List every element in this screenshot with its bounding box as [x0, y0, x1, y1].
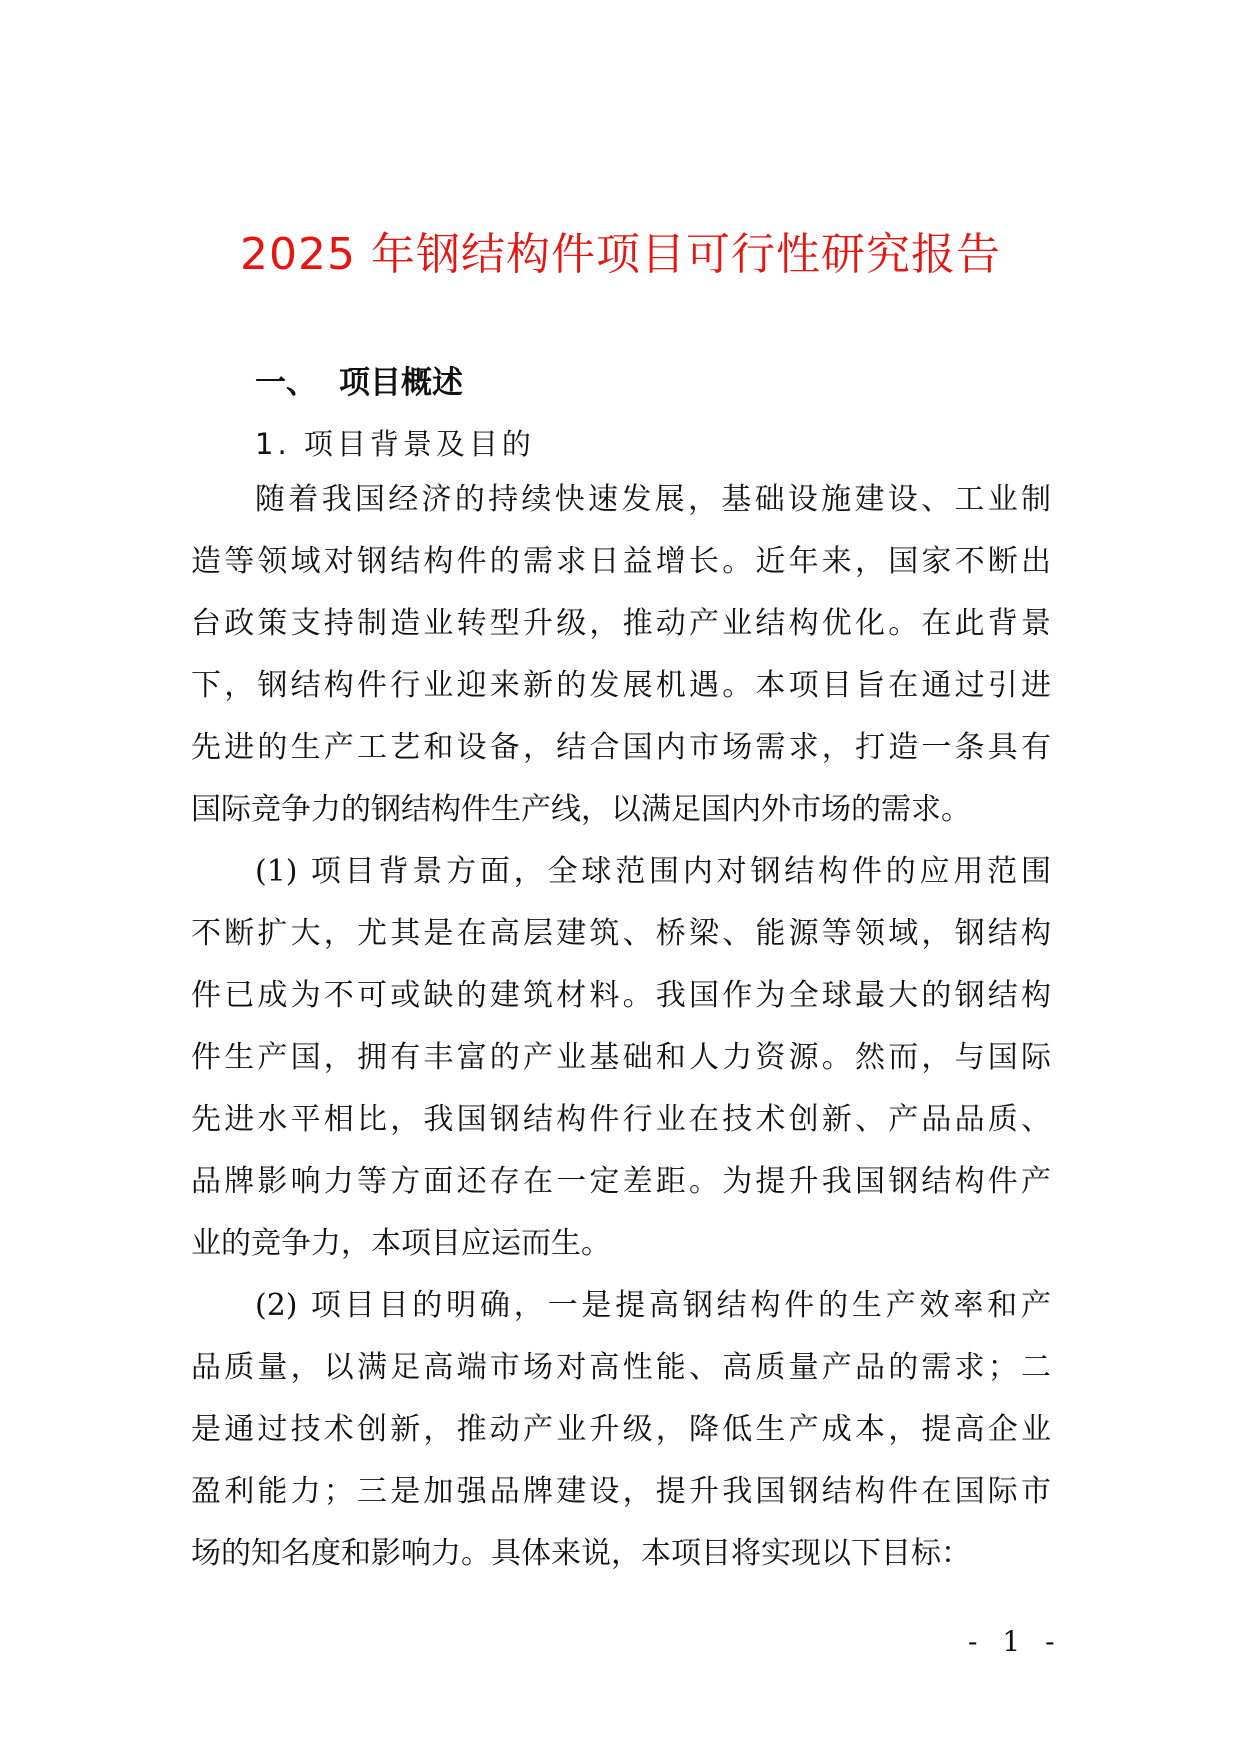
paragraph-line: 是通过技术创新，推动产业升级，降低生产成本，提高企业: [191, 1412, 1051, 1447]
paragraph-line: 先进水平相比，我国钢结构件行业在技术创新、产品品质、: [191, 1102, 1051, 1137]
paragraph-line: (2) 项目目的明确，一是提高钢结构件的生产效率和产: [255, 1288, 1051, 1323]
paragraph-line: 国际竞争力的钢结构件生产线，以满足国内外市场的需求。: [191, 792, 971, 827]
paragraph-line: 盈利能力；三是加强品牌建设，提升我国钢结构件在国际市: [191, 1474, 1051, 1509]
section-title: 项目概述: [339, 365, 463, 401]
paragraph-background: [191, 469, 1051, 841]
paragraph-line: 业的竞争力，本项目应运而生。: [191, 1226, 611, 1261]
paragraph-line: 下，钢结构件行业迎来新的发展机遇。本项目旨在通过引进: [191, 668, 1051, 703]
paragraph-line: 品质量，以满足高端市场对高性能、高质量产品的需求；二: [191, 1350, 1051, 1385]
paragraph-line: 场的知名度和影响力。具体来说，本项目将实现以下目标：: [191, 1536, 971, 1571]
section-number: 一、: [255, 365, 317, 401]
paragraph-line: 先进的生产工艺和设备，结合国内市场需求，打造一条具有: [191, 730, 1051, 765]
paragraph-line: 造等领域对钢结构件的需求日益增长。近年来，国家不断出: [191, 544, 1051, 579]
paragraph-line: 台政策支持制造业转型升级，推动产业结构优化。在此背景: [191, 606, 1051, 641]
paragraph-line: 件已成为不可或缺的建筑材料。我国作为全球最大的钢结构: [191, 978, 1051, 1013]
subsection-heading: 1. 项目背景及目的: [255, 427, 535, 461]
paragraph-line: (1) 项目背景方面，全球范围内对钢结构件的应用范围: [255, 854, 1051, 889]
page-number: - 1 -: [968, 1625, 1063, 1658]
section-heading: [255, 357, 463, 402]
paragraph-item-1: [191, 841, 1051, 1275]
paragraph-line: 随着我国经济的持续快速发展，基础设施建设、工业制: [255, 482, 1051, 517]
document-title: 2025 年钢结构件项目可行性研究报告: [240, 229, 1001, 280]
paragraph-line: 品牌影响力等方面还存在一定差距。为提升我国钢结构件产: [191, 1164, 1051, 1199]
paragraph-line: 件生产国，拥有丰富的产业基础和人力资源。然而，与国际: [191, 1040, 1051, 1075]
paragraph-line: 不断扩大，尤其是在高层建筑、桥梁、能源等领域，钢结构: [191, 916, 1051, 951]
paragraph-item-2: [191, 1275, 1051, 1585]
